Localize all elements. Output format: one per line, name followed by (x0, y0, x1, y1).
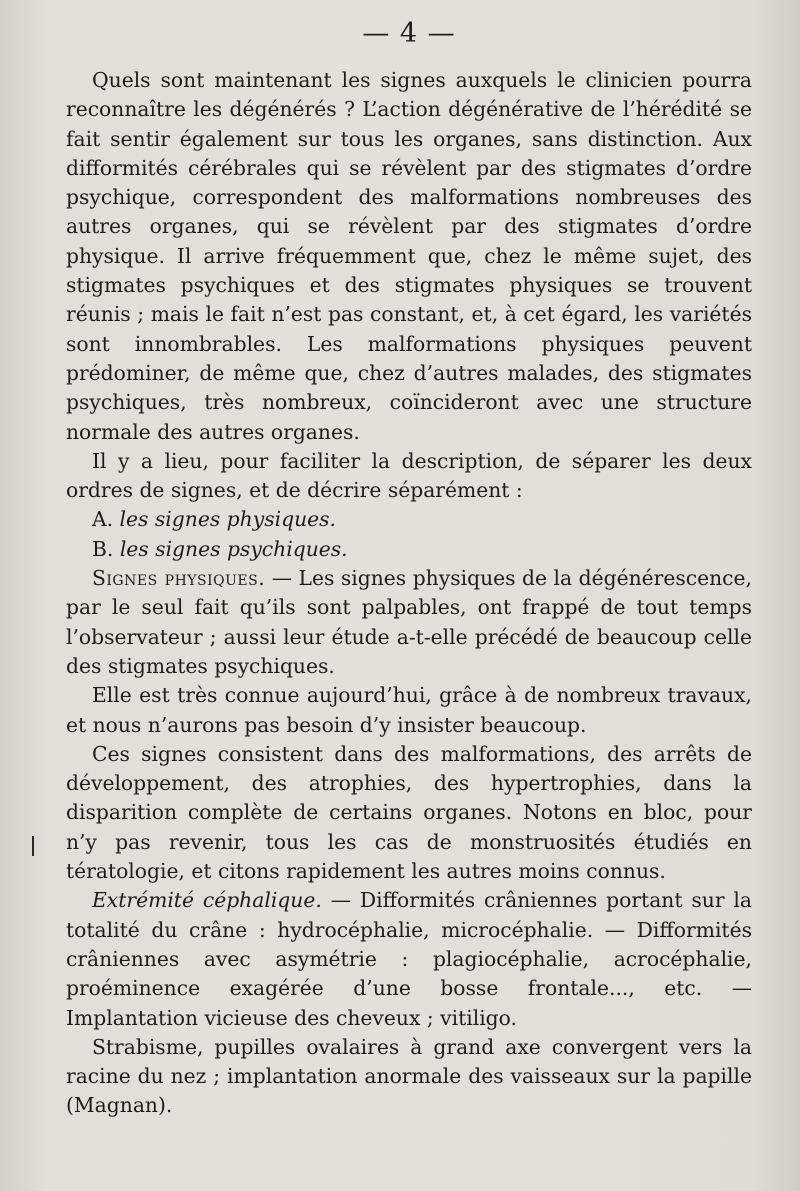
paragraph-description: Il y a lieu, pour faciliter la description, de séparer les deux ordres de signes, et de décrire séparément : (66, 448, 752, 503)
subsection-heading: Extrémité céphalique. (92, 888, 322, 913)
margin-pencil-mark (32, 836, 34, 856)
body-text (66, 66, 752, 1121)
page-number: — 4 — (362, 18, 456, 49)
paragraph-connue: Elle est très connue aujourd’hui, grâce à de nombreux travaux, et nous n’aurons pas besoin d’y insister beaucoup. (66, 683, 752, 737)
paragraph-malformations: Ces signes consistent dans des malformations, des arrêts de développement, des atrophies, des hypertrophies, dans la disparition complète de certains organes. Notons en bloc, pour n’y pas revenir, tous les cas de monstruosités étudiés en tératologie, et citons rapidement les autres moins connus. (66, 741, 752, 884)
list-letter-b: B. (92, 536, 114, 561)
list-item-a (66, 505, 752, 534)
list-letter-a: A. (92, 507, 114, 532)
list-text-b: les signes psychiques. (119, 536, 348, 561)
paragraph-intro: Quels sont maintenant les signes auxquels le clinicien pourra reconnaître les dégénérés ? L’action dégénérative de l’hérédité se fait sentir également sur tous les organes, sans distinction. Aux difformités cérébrales qui se révèlent par des stigmates d’ordre psychique, correspondent des malformations nombreuses des autres organes, qui se révèlent par des stigmates d’ordre physique. Il arrive fréquemment que, chez le même sujet, des stigmates psychiques et des stigmates physiques se trouvent réunis ; mais le fait n’est pas constant, et, à cet égard, les variétés sont innombrables. Les malformations physiques peuvent prédominer, de même que, chez d’autres malades, des stigmates psychiques, très nombreux, coïncideront avec une structure normale des autres organes. (66, 68, 752, 444)
paragraph-strabisme: Strabisme, pupilles ovalaires à grand axe convergent vers la racine du nez ; implantation anormale des vaisseaux sur la papille (Magnan). (66, 1034, 752, 1118)
section-heading: Signes physiques. (92, 566, 266, 591)
paragraph-extremite (66, 886, 752, 1032)
paragraph-signes-physiques (66, 564, 752, 681)
section-text: — Les signes physiques de la dégénérescence, par le seul fait qu’ils sont palpables, ont frappé de tout temps l’observateur ; aussi leur étude a-t-elle précédé de beaucoup celle des stigmates psychiques. (66, 566, 752, 678)
list-text-a: les signes physiques. (119, 507, 336, 532)
list-item-b (66, 535, 752, 564)
subsection-text: — Difformités crâniennes portant sur la totalité du crâne : hydrocéphalie, microcéphalie. — Difformités crâniennes avec asymétrie : plagiocéphalie, acrocéphalie, proéminence exagérée d’une bosse frontale..., etc. — Implantation vicieuse des cheveux ; vitiligo. (66, 888, 753, 1030)
